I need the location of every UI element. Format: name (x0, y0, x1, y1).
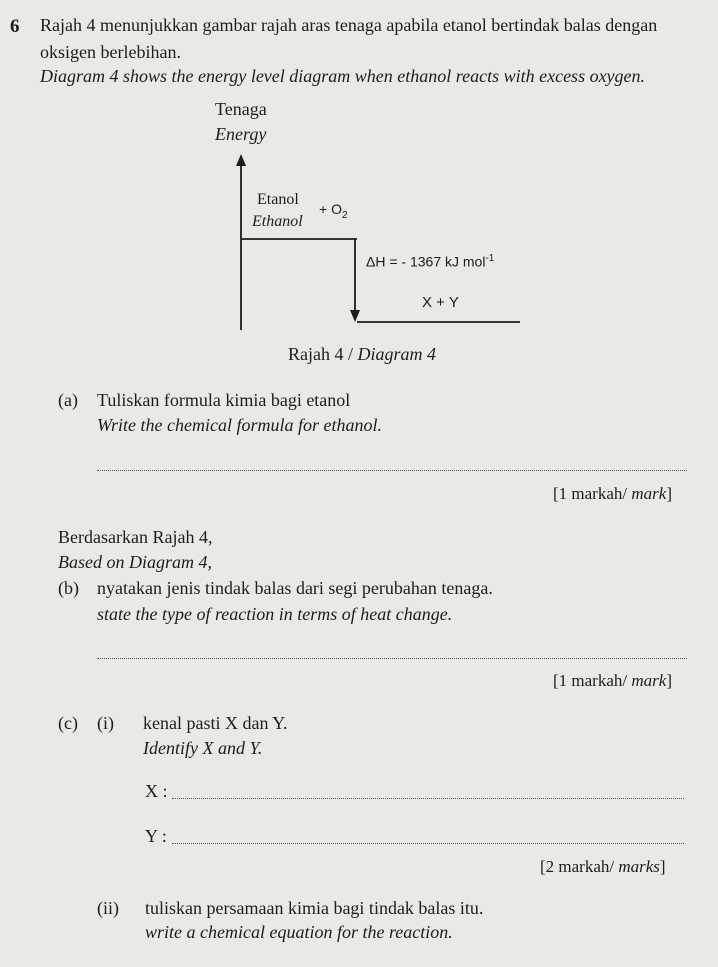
part-c-marks: [2 markah/ marks] (540, 857, 666, 876)
question-number: 6 (10, 16, 20, 37)
part-a-answer-line[interactable] (97, 470, 687, 471)
part-c-text-english: Identify X and Y. (143, 738, 263, 758)
reactant-label-english: Ethanol (252, 213, 303, 230)
part-a-marks: [1 markah/ mark] (553, 484, 672, 503)
product-label: X + Y (422, 294, 459, 311)
part-a-text-english: Write the chemical formula for ethanol. (97, 415, 382, 435)
down-arrowhead-icon (350, 310, 360, 322)
x-answer-line[interactable] (172, 798, 684, 799)
y-answer-line[interactable] (172, 843, 684, 844)
based-on-english: Based on Diagram 4, (58, 552, 212, 572)
axis-arrowhead-icon (236, 154, 246, 166)
part-c-label: (c) (58, 713, 78, 733)
based-on-malay: Berdasarkan Rajah 4, (58, 527, 213, 547)
part-a-text-malay: Tuliskan formula kimia bagi etanol (97, 390, 351, 410)
axis-label-english: Energy (215, 124, 267, 144)
part-b-answer-line[interactable] (97, 658, 687, 659)
part-c-ii-text-malay: tuliskan persamaan kimia bagi tindak balas itu. (145, 898, 484, 918)
part-c-i-label: (i) (97, 713, 114, 733)
intro-malay-line-2: oksigen berlebihan. (40, 42, 181, 62)
x-answer-label: X : (145, 781, 168, 801)
diagram-caption: Rajah 4 / Diagram 4 (288, 344, 437, 364)
reactant-label-malay: Etanol (257, 191, 299, 208)
part-b-text-english: state the type of reaction in terms of heat change. (97, 604, 453, 624)
y-answer-label: Y : (145, 826, 167, 846)
part-c-ii-text-english: write a chemical equation for the reaction. (145, 922, 453, 942)
delta-h-value: ΔH = - 1367 kJ mol$^{-1}$ (366, 253, 495, 270)
part-b-text-malay: nyatakan jenis tindak balas dari segi perubahan tenaga. (97, 578, 493, 598)
part-a-label: (a) (58, 390, 78, 410)
part-b-marks: [1 markah/ mark] (553, 671, 672, 690)
part-b-label: (b) (58, 578, 79, 598)
intro-english: Diagram 4 shows the energy level diagram when ethanol reacts with excess oxygen. (40, 66, 646, 86)
oxygen-term: + $O_2$ (319, 201, 348, 221)
part-c-text-malay: kenal pasti X dan Y. (143, 713, 288, 733)
part-c-ii-label: (ii) (97, 898, 119, 918)
axis-label-malay: Tenaga (215, 99, 267, 119)
intro-malay-line-1: Rajah 4 menunjukkan gambar rajah aras tenaga apabila etanol bertindak balas dengan (40, 15, 658, 35)
